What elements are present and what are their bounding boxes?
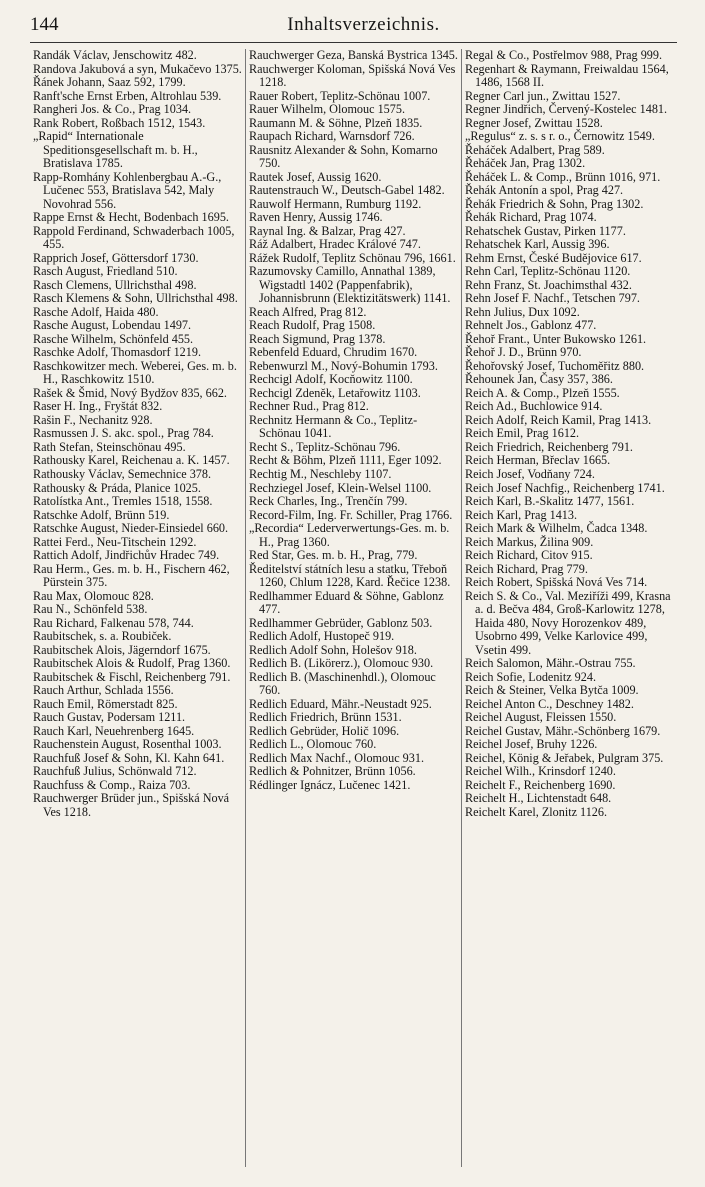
index-entry: Rasch Clemens, Ullrichsthal 498.: [33, 277, 197, 292]
index-entry: Raynal Ing. & Balzar, Prag 427.: [249, 223, 406, 238]
index-entry: Recht S., Teplitz-Schönau 796.: [249, 439, 401, 454]
index-entry: Redlich B. (Maschinenhdl.), Olomouc 760.: [249, 669, 436, 698]
index-entry: Reichelt F., Reichenberg 1690.: [465, 777, 616, 792]
index-entry: Řehák Antonín a spol, Prag 427.: [465, 183, 624, 198]
index-entry: Řehoř J. D., Brünn 970.: [465, 345, 582, 360]
index-entry: Redlich Adolf Sohn, Holešov 918.: [249, 642, 417, 657]
index-entry: Reichel Anton C., Deschney 1482.: [465, 696, 634, 711]
index-entry: Rattich Adolf, Jindřichův Hradec 749.: [33, 548, 220, 563]
index-entry: Rau Richard, Falkenau 578, 744.: [33, 615, 194, 630]
index-entry: Rauer Robert, Teplitz-Schönau 1007.: [249, 88, 431, 103]
index-entry: Redlich L., Olomouc 760.: [249, 737, 377, 752]
index-entry: Rapp-Romhány Kohlenbergbau A.-G., Lučenec 553, Bratislava 542, Maly Novohrad 556.: [33, 169, 222, 211]
index-entry: Rehn Julius, Dux 1092.: [465, 304, 580, 319]
index-entry: Reichel August, Fleissen 1550.: [465, 710, 617, 725]
index-entry: Rauchenstein August, Rosenthal 1003.: [33, 737, 222, 752]
index-entry: Reichel, König & Jeřabek, Pulgram 375.: [465, 750, 664, 765]
index-entry: Reich Markus, Žilina 909.: [465, 534, 594, 549]
index-column-right: [461, 49, 677, 1167]
index-entry: Řehořovský Josef, Tuchoměřitz 880.: [465, 358, 645, 373]
index-entry: Reichel Wilh., Krinsdorf 1240.: [465, 764, 616, 779]
index-entry: Randák Václav, Jenschowitz 482.: [33, 49, 197, 62]
index-entry: Redlich Eduard, Mähr.-Neustadt 925.: [249, 696, 432, 711]
index-entry: Reich Sofie, Lodenitz 924.: [465, 669, 596, 684]
index-entry: „Regulus“ z. s. s r. o., Černowitz 1549.: [465, 129, 655, 144]
index-entry: Řehák Friedrich & Sohn, Prag 1302.: [465, 196, 644, 211]
index-entry: Rau Max, Olomouc 828.: [33, 588, 154, 603]
index-entry: Rauchwerger Koloman, Spišská Nová Ves 1218.: [249, 61, 456, 90]
index-entry: Rau Herm., Ges. m. b. H., Fischern 462, Pürstein 375.: [33, 561, 230, 590]
index-entry: Raven Henry, Aussig 1746.: [249, 210, 383, 225]
index-entry: Reich & Steiner, Velka Bytča 1009.: [465, 683, 639, 698]
index-entry: Reich Josef, Vodňany 724.: [465, 466, 595, 481]
index-entry: Rauchfuß Josef & Sohn, Kl. Kahn 641.: [33, 750, 225, 765]
index-entry: Reck Charles, Ing., Trenčín 799.: [249, 494, 408, 509]
index-entry: Redlich Adolf, Hustopeč 919.: [249, 629, 395, 644]
index-entry: Rasche Wilhelm, Schönfeld 455.: [33, 331, 194, 346]
index-entry: Reichelt H., Lichtenstadt 648.: [465, 791, 612, 806]
index-entry: Rauch Emil, Römerstadt 825.: [33, 696, 178, 711]
index-entry: Rasch August, Friedland 510.: [33, 264, 178, 279]
index-entry: Redlhammer Gebrüder, Gablonz 503.: [249, 615, 433, 630]
index-entry: Rathousky Václav, Semechnice 378.: [33, 466, 212, 481]
index-entry: Redlich B. (Likörerz.), Olomouc 930.: [249, 656, 434, 671]
index-entry: Reach Alfred, Prag 812.: [249, 304, 367, 319]
index-entry: Ratschke Adolf, Brünn 519.: [33, 507, 170, 522]
index-entry: Reich Karl, Prag 1413.: [465, 507, 578, 522]
index-entry: Reich A. & Comp., Plzeň 1555.: [465, 385, 620, 400]
index-entry: Redlhammer Eduard & Söhne, Gablonz 477.: [249, 588, 444, 617]
index-entry: Rappe Ernst & Hecht, Bodenbach 1695.: [33, 210, 229, 225]
index-entry: Rehn Franz, St. Joachimsthal 432.: [465, 277, 632, 292]
index-entry: Raubitschek Alois, Jägerndorf 1675.: [33, 642, 211, 657]
index-entry: Reich S. & Co., Val. Meziříži 499, Krasna a. d. Bečva 484, Groß-Karlowitz 1278, Haida 480, Novy Horozenkov 489, Usobrno 499, Velke Karlovice 499, Vsetin 499.: [465, 588, 671, 657]
index-entry: Reich Richard, Prag 779.: [465, 561, 588, 576]
index-entry: Reich Karl, B.-Skalitz 1477, 1561.: [465, 494, 635, 509]
index-entry: Reich Robert, Spišská Nová Ves 714.: [465, 575, 648, 590]
index-entry: Reichelt Karel, Zlonitz 1126.: [465, 804, 608, 819]
index-entry: Rauchfuß Julius, Schönwald 712.: [33, 764, 197, 779]
index-entry: Reich Mark & Wilhelm, Čadca 1348.: [465, 521, 648, 536]
index-entry: Řánek Johann, Saaz 592, 1799.: [33, 75, 186, 90]
index-entry: Red Star, Ges. m. b. H., Prag, 779.: [249, 548, 418, 563]
index-entry: Redlich & Pohnitzer, Brünn 1056.: [249, 764, 416, 779]
index-entry: Regenhart & Raymann, Freiwaldau 1564, 1486, 1568 II.: [465, 61, 669, 90]
index-entry: Raumann M. & Söhne, Plzeň 1835.: [249, 115, 423, 130]
index-entry: Rechcigl Adolf, Kocňowitz 1100.: [249, 372, 413, 387]
index-entry: Regner Josef, Zwittau 1528.: [465, 115, 603, 130]
index-column-middle: [245, 49, 461, 1167]
index-entry: Rauchfuss & Comp., Raiza 703.: [33, 777, 191, 792]
index-entry: Reich Richard, Citov 915.: [465, 548, 593, 563]
index-entry: Rašin F., Nechanitz 928.: [33, 412, 153, 427]
index-entry: Regal & Co., Postřelmov 988, Prag 999.: [465, 49, 663, 62]
index-entry: Rédlinger Ignácz, Lučenec 1421.: [249, 777, 411, 792]
index-entry: Randova Jakubová a syn, Mukačevo 1375.: [33, 61, 242, 76]
index-entry: Řehounek Jan, Časy 357, 386.: [465, 372, 613, 387]
index-entry: „Recordia“ Lederverwertungs-Ges. m. b. H., Prag 1360.: [249, 521, 450, 549]
index-entry: Rasmussen J. S. akc. spol., Prag 784.: [33, 426, 214, 441]
index-entry: Rausnitz Alexander & Sohn, Komarno 750.: [249, 142, 438, 171]
index-entry: Regner Jindřich, Červený-Kostelec 1481.: [465, 102, 668, 117]
index-entry: Rehnelt Jos., Gablonz 477.: [465, 318, 597, 333]
index-entry: Reich Herman, Břeclav 1665.: [465, 453, 611, 468]
index-entry: Recht & Böhm, Plzeň 1111, Eger 1092.: [249, 453, 442, 468]
index-entry: Reich Josef Nachfig., Reichenberg 1741.: [465, 480, 665, 495]
index-entry: Reich Salomon, Mähr.-Ostrau 755.: [465, 656, 636, 671]
index-entry: Rauch Gustav, Podersam 1211.: [33, 710, 186, 725]
index-entry: Reich Ad., Buchlowice 914.: [465, 399, 603, 414]
index-entry: Řeháček Adalbert, Prag 589.: [465, 142, 605, 157]
index-entry: Rechtig M., Neschleby 1107.: [249, 466, 392, 481]
index-entry: Ráž Adalbert, Hradec Králové 747.: [249, 237, 421, 252]
index-entry: Rašek & Šmid, Nový Bydžov 835, 662.: [33, 385, 227, 400]
index-entry: Raubitschek & Fischl, Reichenberg 791.: [33, 669, 231, 684]
index-entry: Ranft'sche Ernst Erben, Altrohlau 539.: [33, 88, 222, 103]
index-entry: Reach Sigmund, Prag 1378.: [249, 331, 386, 346]
index-entry: Rauer Wilhelm, Olomouc 1575.: [249, 102, 406, 117]
index-entry: Rechnitz Hermann & Co., Teplitz-Schönau 1041.: [249, 412, 418, 441]
index-entry: Reich Adolf, Reich Kamil, Prag 1413.: [465, 412, 652, 427]
index-entry: Regner Carl jun., Zwittau 1527.: [465, 88, 621, 103]
index-entry: Reich Emil, Prag 1612.: [465, 426, 580, 441]
index-entry: Raubitschek Alois & Rudolf, Prag 1360.: [33, 656, 231, 671]
index-entry: Řeháček L. & Comp., Brünn 1016, 971.: [465, 169, 661, 184]
index-entry: Rathousky & Práda, Planice 1025.: [33, 480, 201, 495]
index-entry: Reich Friedrich, Reichenberg 791.: [465, 439, 633, 454]
index-entry: Rehn Carl, Teplitz-Schönau 1120.: [465, 264, 631, 279]
index-entry: Ratolístka Ant., Tremles 1518, 1558.: [33, 494, 213, 509]
index-entry: Rehatschek Karl, Aussig 396.: [465, 237, 610, 252]
index-entry: Rau N., Schönfeld 538.: [33, 602, 148, 617]
index-entry: Reach Rudolf, Prag 1508.: [249, 318, 376, 333]
index-entry: Rauch Karl, Neuehrenberg 1645.: [33, 723, 195, 738]
index-entry: Rautek Josef, Aussig 1620.: [249, 169, 382, 184]
index-entry: Rasch Klemens & Sohn, Ullrichsthal 498.: [33, 291, 238, 306]
index-entry: Rebenwurzl M., Nový-Bohumin 1793.: [249, 358, 438, 373]
index-entry: Redlich Max Nachf., Olomouc 931.: [249, 750, 424, 765]
index-entry: Rapprich Josef, Göttersdorf 1730.: [33, 250, 199, 265]
index-entry: Reichel Josef, Bruhy 1226.: [465, 737, 598, 752]
index-entry: Rauch Arthur, Schlada 1556.: [33, 683, 174, 698]
index-entry: Rauchwerger Geza, Banská Bystrica 1345.: [249, 49, 458, 62]
index-entry: Rangheri Jos. & Co., Prag 1034.: [33, 102, 192, 117]
index-columns: [30, 49, 677, 1167]
index-entry: Rappold Ferdinand, Schwaderbach 1005, 455.: [33, 223, 235, 252]
index-entry: Rathousky Karel, Reichenau a. K. 1457.: [33, 453, 230, 468]
index-entry: Řehák Richard, Prag 1074.: [465, 210, 597, 225]
index-entry: Raupach Richard, Warnsdorf 726.: [249, 129, 415, 144]
index-entry: Raschke Adolf, Thomasdorf 1219.: [33, 345, 202, 360]
index-entry: Rehm Ernst, České Budějovice 617.: [465, 250, 642, 265]
index-entry: Rasche August, Lobendau 1497.: [33, 318, 192, 333]
page-title: Inhaltsverzeichnis.: [287, 14, 440, 35]
index-entry: Redlich Friedrich, Brünn 1531.: [249, 710, 402, 725]
index-entry: Redlich Gebrüder, Holič 1096.: [249, 723, 400, 738]
index-entry: Rath Stefan, Steinschönau 495.: [33, 439, 186, 454]
index-entry: „Rapid“ Internationale Speditionsgesellschaft m. b. H., Bratislava 1785.: [33, 129, 198, 171]
index-entry: Rauwolf Hermann, Rumburg 1192.: [249, 196, 422, 211]
index-entry: Řeháček Jan, Prag 1302.: [465, 156, 586, 171]
index-entry: Raschkowitzer mech. Weberei, Ges. m. b. H., Raschkowitz 1510.: [33, 358, 237, 387]
index-entry: Rehatschek Gustav, Pirken 1177.: [465, 223, 626, 238]
index-entry: Ratschke August, Nieder-Einsiedel 660.: [33, 521, 229, 536]
index-entry: Ředitelství státních lesu a statku, Třeboň 1260, Chlum 1228, Kard. Řečice 1238.: [249, 561, 451, 590]
index-entry: Rechner Rud., Prag 812.: [249, 399, 369, 414]
index-entry: Rank Robert, Roßbach 1512, 1543.: [33, 115, 206, 130]
index-entry: Razumovsky Camillo, Annathal 1389, Wigstadtl 1402 (Pappenfabrik), Johannisbrunn (Elektizitätswerk) 1141.: [249, 264, 451, 306]
index-column-left: [30, 49, 245, 1167]
index-entry: Rasche Adolf, Haida 480.: [33, 304, 159, 319]
index-entry: Rautenstrauch W., Deutsch-Gabel 1482.: [249, 183, 445, 198]
index-entry: Record-Film, Ing. Fr. Schiller, Prag 1766.: [249, 507, 453, 522]
index-entry: Rebenfeld Eduard, Chrudim 1670.: [249, 345, 418, 360]
index-entry: Rauchwerger Brüder jun., Spišská Nová Ves 1218.: [33, 791, 230, 819]
index-entry: Rehn Josef F. Nachf., Tetschen 797.: [465, 291, 640, 306]
index-entry: Rattei Ferd., Neu-Titschein 1292.: [33, 534, 197, 549]
index-entry: Rážek Rudolf, Teplitz Schönau 796, 1661.: [249, 250, 456, 265]
index-entry: Raubitschek, s. a. Roubiček.: [33, 629, 172, 644]
page-header: [30, 14, 677, 43]
index-entry: Raser H. Ing., Fryštát 832.: [33, 399, 163, 414]
index-entry: Rechcigl Zdeněk, Letařowitz 1103.: [249, 385, 421, 400]
index-entry: Reichel Gustav, Mähr.-Schönberg 1679.: [465, 723, 661, 738]
index-entry: Rechziegel Josef, Klein-Welsel 1100.: [249, 480, 432, 495]
page-number: 144: [30, 14, 59, 35]
index-entry: Řehoř Frant., Unter Bukowsko 1261.: [465, 331, 647, 346]
